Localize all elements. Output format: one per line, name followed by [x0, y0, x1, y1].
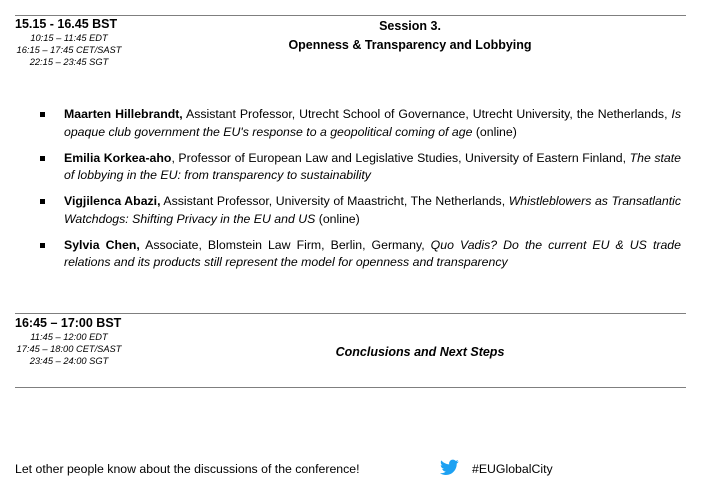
session3-time-block: [15, 17, 155, 68]
bullet-icon: [40, 112, 45, 117]
closing-time-cet: 17:45 – 18:00 CET/SAST: [16, 344, 122, 354]
session3-time-sgt: 22:15 – 23:45 SGT: [29, 57, 109, 67]
speaker-affiliation: Assistant Professor, Utrecht School of Governance, Utrecht University, the Netherlands,: [182, 107, 672, 121]
speaker-name: Maarten Hillebrandt,: [64, 107, 183, 121]
closing-top-divider: [15, 313, 686, 314]
speaker-affiliation: , Professor of European Law and Legislative Studies, University of Eastern Finland,: [171, 150, 630, 165]
speaker-name: Sylvia Chen,: [64, 237, 140, 252]
closing-title: Conclusions and Next Steps: [335, 345, 505, 359]
hashtag-link[interactable]: #EUGlobalCity: [472, 462, 553, 476]
speaker-affiliation: Associate, Blomstein Law Firm, Berlin, Germany,: [139, 237, 431, 252]
speaker-suffix: (online): [472, 124, 517, 139]
top-divider: [15, 15, 686, 16]
closing-time-block: [15, 316, 155, 367]
footer-text: Let other people know about the discussions of the conference!: [15, 462, 360, 476]
bullet-icon: [40, 156, 45, 161]
talk-title: Is opaque club government the EU's response to a geopolitical coming of age: [64, 107, 681, 139]
bullet-icon: [40, 243, 45, 248]
closing-time-sgt: 23:45 – 24:00 SGT: [29, 356, 109, 366]
session3-title: Openness & Transparency and Lobbying: [288, 38, 532, 52]
session3-heading: [160, 17, 660, 55]
speaker-name: Emilia Korkea-aho: [64, 150, 172, 165]
speaker-suffix: (online): [315, 211, 360, 226]
speaker-item: [40, 237, 681, 272]
session3-time-edt: 10:15 – 11:45 EDT: [30, 33, 108, 43]
closing-bottom-divider: [15, 387, 686, 388]
session3-time-bst: 15.15 - 16.45 BST: [15, 17, 118, 31]
session3-time-cet: 16:15 – 17:45 CET/SAST: [16, 45, 122, 55]
speaker-affiliation: Assistant Professor, University of Maastricht, The Netherlands,: [160, 194, 509, 208]
speaker-item: [40, 106, 681, 141]
closing-time-edt: 11:45 – 12:00 EDT: [30, 332, 108, 342]
speaker-item: [40, 193, 681, 228]
footer: [15, 460, 686, 478]
talk-title: Whistleblowers as Transatlantic Watchdogs: Shifting Privacy in the EU and US: [64, 194, 681, 226]
speaker-list: [40, 106, 681, 280]
talk-title: The state of lobbying in the EU: from transparency to sustainability: [64, 150, 682, 182]
closing-time-bst: 16:45 – 17:00 BST: [15, 316, 122, 330]
session3-label: Session 3.: [379, 19, 441, 33]
bullet-icon: [40, 199, 45, 204]
twitter-icon: [440, 459, 459, 476]
speaker-item: [40, 150, 681, 185]
speaker-name: Vigjilenca Abazi,: [64, 194, 161, 208]
talk-title: Quo Vadis? Do the current EU & US trade relations and its products still represent the model for openness and transparency: [64, 237, 681, 269]
